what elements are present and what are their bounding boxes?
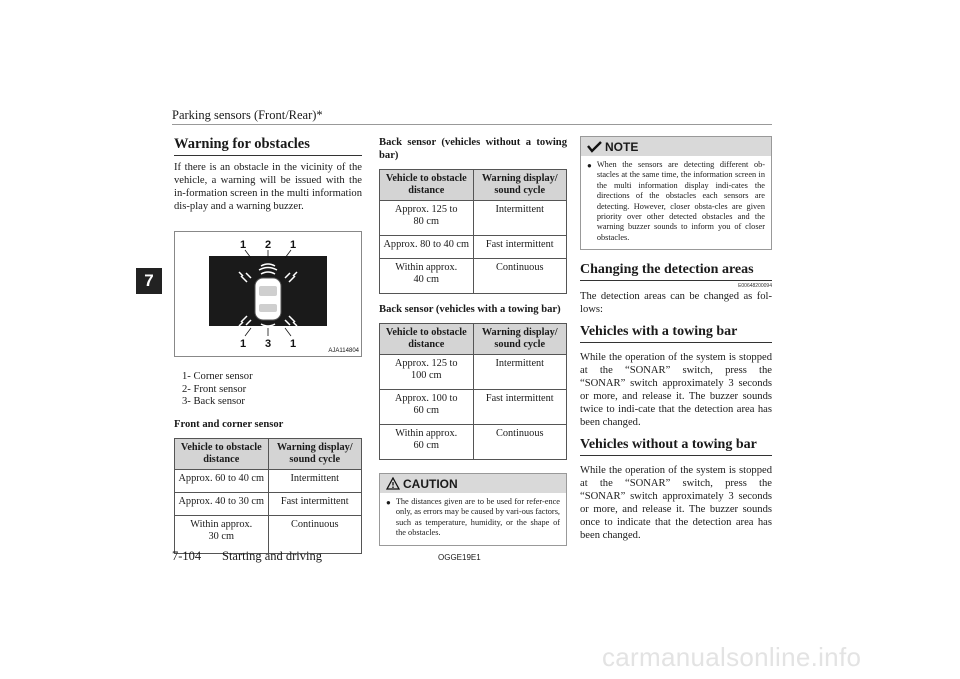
note-check-icon [587,141,602,153]
figure-code: AJA114804 [328,348,359,354]
table-row [380,259,567,294]
figure-label-bottom-left: 1 [239,338,247,350]
table-cell: Within approx. 60 cm [380,425,474,460]
sensor-figure [174,231,362,357]
note-header [581,137,771,156]
table-header: Warning display/ sound cycle [473,170,567,201]
table-title-back-without-towbar: Back sensor (vehicles without a towing bar) [379,137,567,161]
figure-legend [182,371,362,409]
table-row [380,390,567,425]
table-cell: Intermittent [473,201,567,236]
table-cell: Intermittent [268,469,362,492]
bullet-icon: ● [386,498,391,507]
figure-label-top-left: 1 [239,239,247,251]
table-header: Vehicle to obstacle distance [380,170,474,201]
subsection-heading-with-towbar: Vehicles with a towing bar [580,324,772,343]
caution-box [379,473,567,546]
bullet-icon: ● [587,161,592,170]
section-code: E00648200094 [738,283,772,290]
subsection-heading-without-towbar: Vehicles without a towing bar [580,437,772,456]
table-cell: Approx. 40 to 30 cm [175,492,269,515]
back-sensor-table-no-towbar [379,169,567,294]
table-cell: Within approx. 30 cm [175,515,269,553]
warning-triangle-icon [386,477,400,490]
table-title-front: Front and corner sensor [174,418,284,430]
figure-label-bottom-center: 3 [264,338,272,350]
legend-item: 3- Back sensor [182,396,245,407]
table-row [380,201,567,236]
column-2 [379,136,567,546]
table-row [175,515,362,553]
footer-code: OGGE19E1 [438,553,481,562]
header-rule [172,124,772,125]
table-title-back-with-towbar: Back sensor (vehicles with a towing bar) [379,304,561,315]
table-cell: Fast intermittent [473,390,567,425]
section-heading-detection-areas: Changing the detection areas [580,262,772,281]
table-cell: Approx. 80 to 40 cm [380,236,474,259]
footer-section: Starting and driving [222,549,322,563]
table-cell: Continuous [473,259,567,294]
table-cell: Fast intermittent [473,236,567,259]
table-row [175,492,362,515]
legend-item: 2- Front sensor [182,383,247,395]
note-box [580,136,772,250]
table-cell: Approx. 125 to 80 cm [380,201,474,236]
figure-label-top-right: 1 [289,239,297,251]
table-cell: Intermittent [473,355,567,390]
with-towbar-text: While the operation of the system is stopped at the “SONAR” switch, press the “SONAR” switch approximately 3 seconds or more, and release it. The buzzer sounds twice to indi-cate that the detection area has been changed. [580,352,772,429]
table-header: Vehicle to obstacle distance [380,324,474,355]
sensor-diagram [175,232,363,358]
warning-intro: If there is an obstacle in the vicinity of the vehicle, a warning will be issued with the in-formation screen in the multi information dis-play and a warning buzzer. [174,162,362,212]
table-row [380,236,567,259]
table-row [380,425,567,460]
caution-label: CAUTION [403,476,458,491]
note-text: When the sensors are detecting different ob-stacles at the same time, the information screen in the multi information display indi-cates the directions of the obstacles each sensors are detecting. However, closer obsta-cles are given priority over other detected obstacles and the warning buzzer sounds to inform you of closer obstacles. [596,160,765,242]
column-3 [580,136,772,542]
figure-label-top-center: 2 [264,239,272,251]
column-1 [174,136,362,554]
table-cell: Approx. 125 to 100 cm [380,355,474,390]
table-cell: Continuous [473,425,567,460]
table-header: Vehicle to obstacle distance [175,438,269,469]
page-number: 7-104 [172,549,202,563]
table-cell: Approx. 60 to 40 cm [175,469,269,492]
table-cell: Approx. 100 to 60 cm [380,390,474,425]
table-cell: Continuous [268,515,362,553]
section-heading-warning: Warning for obstacles [174,136,362,156]
back-sensor-table-towbar [379,323,567,460]
table-header: Warning display/ sound cycle [268,438,362,469]
running-header: Parking sensors (Front/Rear)* [172,108,323,122]
caution-header [380,474,566,493]
caution-text: The distances given are to be used for refer-ence only, as errors may be caused by vari-ous factors, such as temperature, humidity, or the shape of the obstacles. [395,497,560,538]
legend-item: 1- Corner sensor [182,371,253,382]
front-sensor-table [174,438,362,554]
table-row [380,355,567,390]
watermark: carmanualsonline.info [602,642,862,672]
car-icon [255,278,281,320]
figure-label-bottom-right: 1 [289,338,297,350]
table-cell: Within approx. 40 cm [380,259,474,294]
note-label: NOTE [605,139,639,154]
table-row [175,469,362,492]
table-header: Warning display/ sound cycle [473,324,567,355]
detection-intro: The detection areas can be changed as fol-lows: [580,291,772,316]
without-towbar-text: While the operation of the system is stopped at the “SONAR” switch, press the “SONAR” switch approximately 3 seconds or more, and release it. The buzzer sounds once to indicate that the detection area has been changed. [580,465,772,542]
chapter-tab[interactable]: 7 [136,268,162,294]
table-cell: Fast intermittent [268,492,362,515]
